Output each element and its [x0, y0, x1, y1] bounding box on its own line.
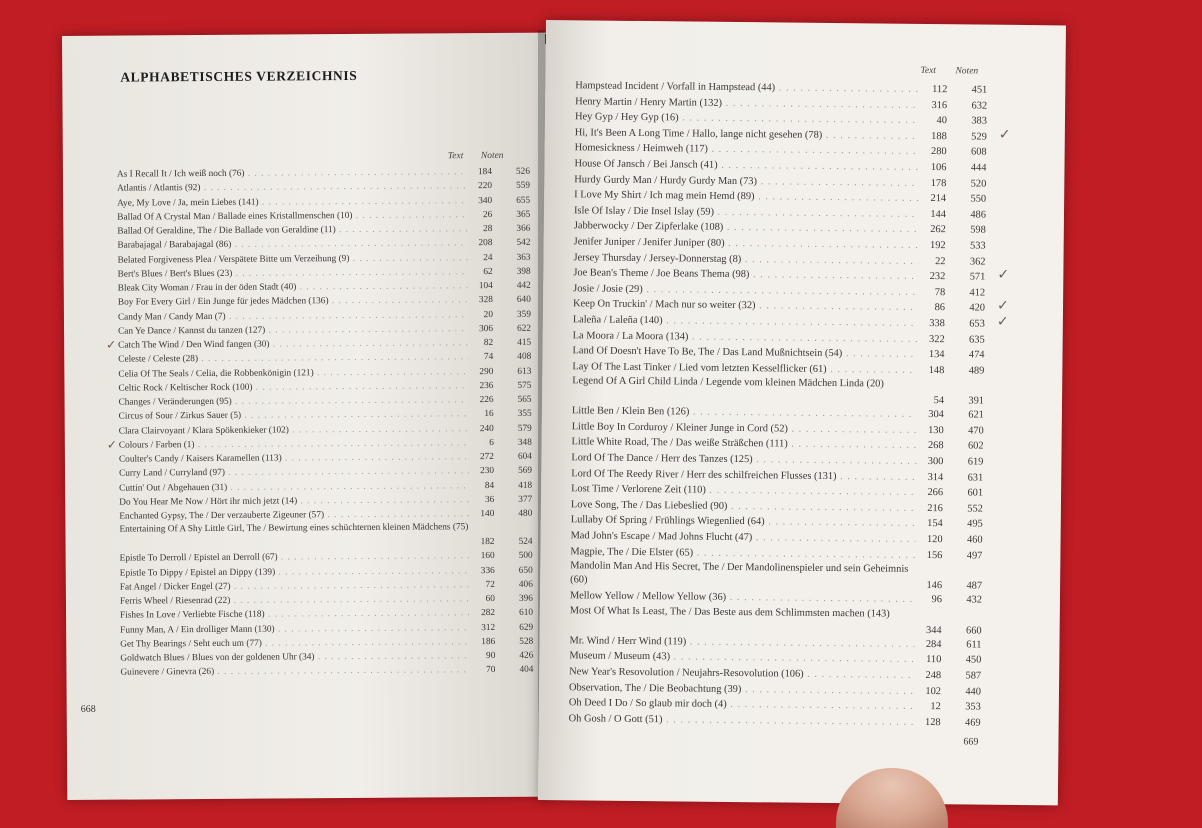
entry-noten-page: 565 — [517, 394, 532, 405]
entry-title: Little Ben / Klein Ben (126) . . . — [572, 404, 917, 423]
entry-text-page: 156 — [926, 549, 943, 561]
entry-noten-page: 450 — [965, 654, 982, 666]
entry-noten-page: 495 — [967, 518, 983, 531]
pencil-checkmark-icon: ✓ — [998, 127, 1011, 143]
entry-noten-page: 601 — [967, 487, 984, 499]
entry-title: Curry Land / Curryland (97) . . . — [119, 464, 469, 481]
entry-title: Museum / Museum (43) . . . — [569, 649, 914, 668]
entry-text-page: 20 — [483, 309, 493, 320]
entry-text-page: 148 — [928, 364, 945, 376]
entry-text-page: 60 — [485, 593, 495, 605]
entry-noten-page: 408 — [517, 351, 532, 363]
entry-noten-page: 640 — [516, 294, 531, 306]
entry-title: Oh Gosh / O Gott (51) . . . — [569, 711, 914, 730]
entry-title: Belated Forgiveness Plea / Verspätete Bitte um Verzeihung (9) . . . — [118, 251, 468, 268]
entry-title: Do You Hear Me Now / Hört ihr mich jetzt (14) . . . — [119, 493, 469, 510]
entry-noten-page: 355 — [517, 408, 532, 420]
entry-text-page: 6 — [489, 437, 494, 448]
entry-text-page: 22 — [935, 255, 946, 267]
entry-text-page: 248 — [925, 670, 942, 682]
entry-title: Laleña / Laleña (140) . . . — [573, 312, 918, 331]
entry-text-page: 314 — [927, 471, 944, 483]
entry-title: Enchanted Gypsy, The / Der verzauberte Zigeuner (57) . . . — [119, 507, 469, 524]
entry-noten-page: 426 — [519, 650, 534, 661]
entry-text-page: 304 — [928, 409, 944, 421]
index-entry — [119, 521, 539, 552]
entry-title: Homesickness / Heimweh (117) . . . — [575, 141, 920, 160]
entry-noten-page: 552 — [967, 503, 983, 515]
column-header-noten: Noten — [480, 150, 504, 162]
entry-text-page: 306 — [479, 323, 494, 334]
entry-noten-page: 404 — [519, 664, 534, 676]
entry-text-page: 216 — [927, 502, 943, 515]
entry-noten-page: 528 — [519, 636, 534, 647]
entry-title: Little Boy In Corduroy / Kleiner Junge in Cord (52) . . . — [572, 419, 917, 438]
entry-title: Boy For Every Girl / Ein Junge für jedes Mädchen (136) . . . — [118, 293, 468, 310]
entry-text-page: 262 — [930, 224, 946, 236]
index-list-right — [569, 78, 1036, 731]
entry-noten-page: 602 — [967, 440, 984, 453]
entry-title: Hurdy Gurdy Man / Hurdy Gurdy Man (73) . . . — [574, 172, 919, 191]
page-number-left: 668 — [80, 703, 96, 715]
entry-text-page: 220 — [478, 181, 493, 192]
entry-text-page: 74 — [483, 352, 494, 363]
entry-text-page: 40 — [936, 115, 948, 127]
entry-title: Ferris Wheel / Riesenrad (22) . . . — [120, 592, 470, 609]
entry-noten-page: 542 — [516, 237, 531, 249]
entry-noten-page: 365 — [516, 209, 531, 220]
entry-noten-page: 500 — [518, 550, 533, 562]
entry-title: Mandolin Man And His Secret, The / Der Mandolinenspieler und sein Geheimnis (60) — [570, 560, 909, 586]
entry-noten-page: 524 — [518, 536, 533, 548]
pencil-checkmark-icon: ✓ — [106, 437, 117, 452]
entry-title: Legend Of A Girl Child Linda / Legende vom kleinen Mädchen Linda (20) — [572, 375, 884, 390]
entry-text-page: 340 — [478, 195, 493, 206]
entry-text-page: 144 — [930, 208, 947, 220]
entry-title: Lord Of The Reedy River / Herr des schilfreichen Flusses (131) . . . — [571, 466, 916, 485]
entry-title: Catch The Wind / Den Wind fangen (30) . . . — [118, 336, 468, 353]
entry-noten-page: 359 — [516, 309, 531, 320]
entry-noten-page: 569 — [518, 465, 533, 477]
entry-text-page: 186 — [481, 636, 496, 647]
entry-title: Coulter's Candy / Kaisers Karamellen (113) . . . — [119, 450, 469, 467]
entry-title: Lullaby Of Spring / Frühlings Wiegenlied (64) . . . — [571, 513, 916, 532]
entry-noten-page: 420 — [969, 302, 986, 314]
entry-title: Love Song, The / Das Liebeslied (90) . . . — [571, 497, 916, 516]
entry-text-page: 16 — [484, 409, 494, 420]
entry-title: Most Of What Is Least, The / Das Beste aus dem Schlimmsten machen (143) — [569, 605, 890, 620]
entry-text-page: 290 — [479, 366, 494, 377]
entry-text-page: 26 — [482, 209, 493, 220]
column-header-noten: Noten — [955, 66, 979, 77]
entry-title: Atlantis / Atlantis (92) . . . — [117, 179, 467, 196]
entry-text-page: 284 — [925, 638, 942, 650]
entry-title: Jenifer Juniper / Jenifer Juniper (80) . . . — [574, 234, 919, 253]
entry-text-page: 214 — [930, 193, 947, 205]
entry-text-page: 236 — [479, 380, 494, 391]
entry-noten-page: 619 — [967, 456, 984, 468]
entry-title: Mellow Yellow / Mellow Yellow (36) . . . — [570, 589, 915, 608]
entry-text-page: 266 — [927, 487, 944, 499]
entry-text-page: 240 — [479, 423, 494, 434]
entry-noten-page: 526 — [515, 166, 530, 177]
entry-text-page: 96 — [931, 594, 943, 606]
entry-text-page: 338 — [929, 317, 945, 330]
pencil-checkmark-icon: ✓ — [996, 314, 1009, 330]
entry-text-page: 226 — [479, 394, 494, 406]
pencil-checkmark-icon: ✓ — [997, 267, 1010, 283]
entry-noten-page: 629 — [519, 622, 534, 633]
entry-noten-page: 598 — [970, 224, 986, 236]
entry-text-page: 336 — [480, 565, 495, 576]
entry-noten-page: 608 — [970, 146, 987, 158]
entry-text-page: 84 — [484, 480, 495, 491]
entry-noten-page: 604 — [517, 451, 532, 462]
entry-title: Hi, It's Been A Long Time / Hallo, lange nicht gesehen (78) . . . — [575, 125, 920, 144]
entry-text-page: 24 — [483, 252, 493, 263]
entry-text-page: 120 — [926, 534, 943, 546]
entry-text-page: 208 — [478, 238, 493, 249]
entry-title: Celia Of The Seals / Celia, die Robbenkönigin (121) . . . — [118, 365, 468, 382]
entry-title: Can Ye Dance / Kannst du tanzen (127) . . . — [118, 322, 468, 339]
entry-noten-page: 363 — [516, 252, 531, 263]
entry-noten-page: 533 — [970, 240, 986, 252]
entry-title: Mad John's Escape / Mad Johns Flucht (47) . . . — [571, 528, 916, 547]
entry-noten-page: 635 — [969, 333, 985, 346]
entry-noten-page: 460 — [966, 534, 983, 546]
entry-title: Henry Martin / Henry Martin (132) . . . — [575, 94, 920, 113]
entry-text-page: 62 — [483, 266, 493, 277]
entry-title: Keep On Truckin' / Mach nur so weiter (32) . . . — [573, 297, 918, 316]
entry-text-page: 272 — [479, 451, 494, 463]
entry-noten-page: 377 — [518, 494, 533, 505]
entry-text-page: 36 — [484, 494, 495, 505]
entry-text-page: 344 — [925, 624, 942, 636]
entry-text-page: 134 — [928, 349, 945, 361]
entry-noten-page: 412 — [969, 287, 986, 299]
entry-text-page: 184 — [477, 167, 492, 178]
entry-text-page: 140 — [480, 508, 495, 520]
entry-title: I Love My Shirt / Ich mag mein Hemd (89) . . . — [574, 187, 919, 206]
entry-text-page: 182 — [480, 537, 495, 548]
entry-text-page: 322 — [929, 333, 945, 345]
entry-title: Isle Of Islay / Die Insel Islay (59) . . . — [574, 203, 919, 222]
entry-title: Epistle To Derroll / Epistel an Derroll (67) . . . — [120, 549, 470, 566]
entry-noten-page: 622 — [517, 323, 532, 334]
entry-noten-page: 474 — [968, 349, 985, 361]
entry-title: House Of Jansch / Bei Jansch (41) . . . — [574, 156, 919, 175]
entry-noten-page: 587 — [965, 670, 982, 682]
entry-noten-page: 610 — [519, 607, 534, 619]
entry-noten-page: 487 — [966, 580, 983, 592]
entry-title: Entertaining Of A Shy Little Girl, The / Bewirtung eines schüchternen kleinen Mädchens (75) — [119, 522, 469, 535]
pencil-checkmark-icon: ✓ — [996, 299, 1009, 315]
entry-noten-page: 631 — [967, 472, 984, 484]
index-entry — [120, 663, 540, 680]
entry-title: Bleak City Woman / Frau in der öden Stadt (40) . . . — [118, 279, 468, 296]
entry-noten-page: 653 — [969, 318, 985, 330]
entry-text-page: 160 — [480, 551, 495, 562]
entry-title: Lay Of The Last Tinker / Lied vom letzten Kesselflicker (61) . . . — [572, 359, 917, 378]
entry-text-page: 82 — [483, 337, 494, 349]
entry-title: Land Of Doesn't Have To Be, The / Das Land Mußnichtsein (54) . . . — [572, 343, 917, 362]
entry-title: Mr. Wind / Herr Wind (119) . . . — [569, 633, 914, 652]
entry-title: Josie / Josie (29) . . . — [573, 281, 918, 300]
entry-text-page: 78 — [934, 286, 946, 298]
entry-text-page: 282 — [481, 608, 496, 619]
entry-noten-page: 520 — [970, 178, 987, 190]
entry-text-page: 178 — [930, 177, 947, 189]
entry-text-page: 90 — [486, 650, 496, 662]
entry-title: Magpie, The / Die Elster (65) . . . — [570, 544, 915, 563]
entry-title: As I Recall It / Ich weiß noch (76) . . . — [117, 165, 467, 182]
entry-noten-page: 469 — [965, 717, 981, 729]
entry-text-page: 280 — [930, 146, 947, 158]
entry-title: Fat Angel / Dicker Engel (27) . . . — [120, 578, 470, 595]
entry-noten-page: 632 — [971, 100, 988, 112]
entry-noten-page: 444 — [970, 162, 987, 174]
entry-noten-page: 621 — [968, 409, 984, 421]
entry-noten-page: 391 — [968, 395, 985, 407]
entry-title: Bert's Blues / Bert's Blues (23) . . . — [118, 265, 468, 282]
entry-title: Jersey Thursday / Jersey-Donnerstag (8) . . . — [573, 250, 918, 269]
entry-title: Goldwatch Blues / Blues von der goldenen Uhr (34) . . . — [120, 649, 470, 666]
entry-title: Aye, My Love / Ja, mein Liebes (141) . . . — [117, 194, 467, 211]
left-page — [62, 33, 553, 800]
entry-noten-page: 398 — [516, 266, 531, 277]
entry-noten-page: 362 — [969, 255, 986, 268]
entry-noten-page: 406 — [518, 579, 533, 590]
right-page — [538, 20, 1066, 805]
entry-title: La Moora / La Moora (134) . . . — [573, 328, 918, 347]
entry-noten-page: 348 — [517, 437, 532, 448]
entry-title: Oh Deed I Do / So glaub mir doch (4) . . . — [569, 695, 914, 714]
entry-noten-page: 559 — [516, 180, 531, 192]
entry-noten-page: 353 — [965, 701, 981, 713]
entry-text-page: 112 — [932, 84, 948, 96]
entry-noten-page: 579 — [517, 423, 532, 434]
entry-noten-page: 415 — [517, 337, 532, 348]
entry-noten-page: 451 — [971, 84, 988, 96]
entry-title: Lost Time / Verlorene Zeit (110) . . . — [571, 482, 916, 501]
entry-title: Funny Man, A / Ein drolliger Mann (130) . . . — [120, 621, 470, 638]
entry-title: New Year's Resovolution / Neujahrs-Resovolution (106) . . . — [569, 664, 914, 683]
entry-noten-page: 660 — [965, 625, 982, 637]
entry-title: Celtic Rock / Keltischer Rock (100) . . . — [118, 379, 468, 396]
entry-title: Little White Road, The / Das weiße Sträßchen (111) . . . — [571, 435, 916, 454]
entry-title: Fishes In Love / Verliebte Fische (118) . . . — [120, 606, 470, 623]
entry-noten-page: 613 — [517, 366, 532, 377]
entry-text-page: 268 — [927, 440, 944, 452]
entry-text-page: 232 — [929, 271, 946, 283]
entry-noten-page: 575 — [517, 380, 532, 391]
entry-noten-page: 383 — [971, 115, 988, 127]
entry-noten-page: 442 — [516, 280, 531, 291]
entry-text-page: 130 — [928, 424, 944, 437]
entry-title: Barabajagal / Barabajagal (86) . . . — [117, 236, 467, 253]
entry-title: Ballad Of A Crystal Man / Ballade eines Kristallmenschen (10) . . . — [117, 208, 467, 225]
entry-title: Jabberwocky / Der Zipferlake (108) . . . — [574, 219, 919, 238]
entry-text-page: 28 — [483, 224, 493, 235]
entry-noten-page: 655 — [516, 195, 531, 206]
entry-noten-page: 486 — [970, 209, 987, 221]
entry-noten-page: 497 — [966, 550, 983, 562]
entry-title: Colours / Farben (1) . . . — [119, 436, 469, 453]
entry-text-page: 72 — [485, 579, 495, 590]
entry-noten-page: 611 — [966, 639, 982, 651]
entry-noten-page: 396 — [518, 593, 533, 604]
entry-title: Circus of Sour / Zirkus Sauer (5) . . . — [119, 407, 469, 424]
entry-title: Celeste / Celeste (28) . . . — [118, 350, 468, 367]
entry-title: Joe Bean's Theme / Joe Beans Thema (98) . . . — [573, 265, 918, 284]
entry-title: Changes / Veränderungen (95) . . . — [119, 393, 469, 410]
entry-title: Candy Man / Candy Man (7) . . . — [118, 308, 468, 325]
entry-noten-page: 489 — [968, 365, 985, 377]
entry-title: Clara Clairvoyant / Klara Spökenkieker (102) . . . — [119, 422, 469, 439]
entry-text-page: 102 — [925, 685, 942, 697]
entry-noten-page: 418 — [518, 480, 533, 491]
page-heading: ALPHABETISCHES VERZEICHNIS — [120, 67, 358, 85]
entry-noten-page: 571 — [969, 271, 986, 283]
entry-title: Cuttin' Out / Abgehauen (31) . . . — [119, 479, 469, 496]
entry-text-page: 70 — [486, 665, 496, 676]
entry-text-page: 54 — [933, 395, 945, 407]
entry-text-page: 188 — [931, 130, 947, 142]
entry-text-page: 230 — [480, 466, 495, 477]
entry-noten-page: 529 — [971, 131, 987, 143]
entry-text-page: 86 — [934, 302, 946, 314]
entry-text-page: 128 — [925, 716, 941, 728]
entry-text-page: 312 — [481, 622, 496, 633]
entry-noten-page: 440 — [965, 686, 982, 698]
entry-title: Ballad Of Geraldine, The / Die Ballade von Geraldine (11) . . . — [117, 222, 467, 239]
entry-noten-page: 550 — [970, 193, 987, 205]
entry-title: Hampstead Incident / Vorfall in Hampstead (44) . . . — [575, 78, 920, 97]
entry-noten-page: 470 — [968, 425, 984, 437]
entry-title: Epistle To Dippy / Epistel an Dippy (139) . . . — [120, 564, 470, 581]
entry-noten-page: 432 — [966, 594, 983, 606]
entry-noten-page: 480 — [518, 508, 533, 519]
entry-text-page: 328 — [478, 295, 493, 306]
entry-text-page: 316 — [931, 99, 948, 111]
entry-text-page: 104 — [478, 280, 493, 292]
entry-text-page: 12 — [930, 701, 941, 713]
entry-text-page: 154 — [927, 518, 943, 530]
entry-title: Hey Gyp / Hey Gyp (16) . . . — [575, 109, 920, 128]
page-number-right: 669 — [963, 736, 979, 748]
entry-title: Get Thy Bearings / Seht euch um (77) . . . — [120, 635, 470, 652]
entry-title: Guinevere / Ginevra (26) . . . — [120, 663, 470, 680]
entry-noten-page: 650 — [518, 565, 533, 576]
entry-text-page: 146 — [926, 580, 943, 592]
pencil-checkmark-icon: ✓ — [106, 337, 117, 352]
entry-text-page: 110 — [926, 654, 942, 666]
column-header-text: Text — [920, 65, 937, 77]
entry-title: Lord Of The Dance / Herr des Tanzes (125) . . . — [571, 450, 916, 469]
entry-noten-page: 366 — [516, 223, 531, 234]
column-header-text: Text — [447, 151, 464, 162]
index-list-left — [106, 165, 541, 680]
entry-text-page: 192 — [930, 239, 946, 252]
entry-text-page: 300 — [927, 456, 944, 468]
entry-text-page: 106 — [930, 162, 947, 174]
entry-title: Observation, The / Die Beobachtung (39) . . . — [569, 680, 914, 699]
